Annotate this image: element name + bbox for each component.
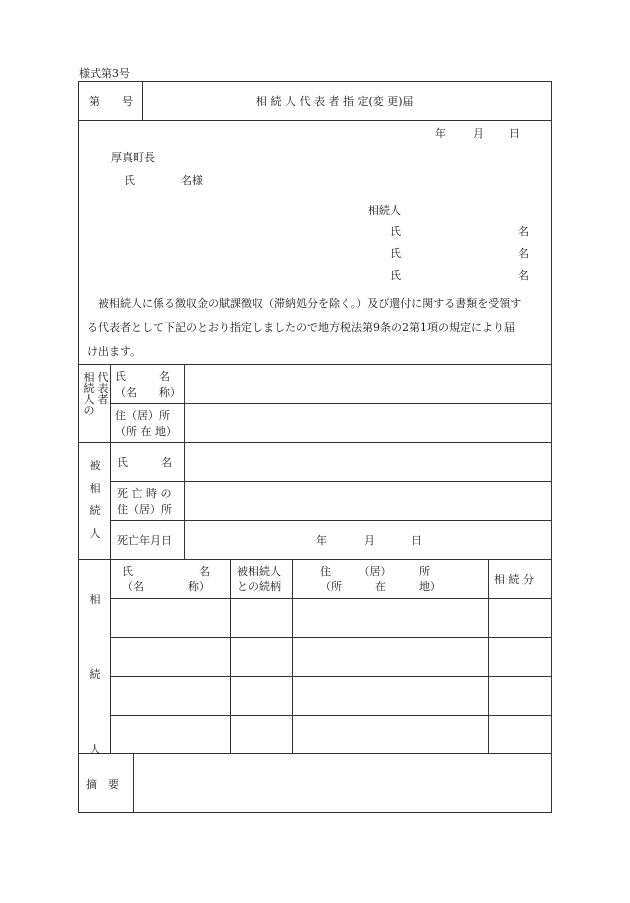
death-date-label: 死亡年月日 [117, 534, 172, 547]
rule-heirs-row1 [110, 637, 552, 638]
rule-heirs-col1 [230, 559, 231, 753]
col-share: 相 続 分 [494, 573, 534, 586]
deceased-address-field[interactable] [185, 482, 551, 520]
deceased-name-field[interactable] [185, 443, 551, 481]
col-relation-1: 被相続人 [237, 565, 281, 578]
rep-side-label-col1: 相 続 人 の [83, 371, 95, 417]
rule-side-column [110, 364, 111, 753]
heir-sig-3-left: 氏 [390, 269, 401, 282]
heir-sig-3-right: 名 [518, 269, 529, 282]
col-relation-2: との続柄 [237, 580, 281, 593]
col-address-2: （所 在 地） [320, 580, 441, 593]
rule-heirs-col2 [292, 559, 293, 753]
heir-sig-1-right: 名 [518, 225, 529, 238]
col-name-2: （名 称） [122, 580, 210, 593]
rep-name-label-2: （名 称） [115, 386, 181, 399]
date-year: 年 [435, 127, 446, 140]
death-date-year: 年 [316, 534, 327, 547]
deceased-address-label-1: 死 亡 時 の [117, 487, 172, 500]
col-name-1: 氏 名 [122, 565, 210, 578]
date-month: 月 [473, 127, 484, 140]
rule-heirs-row3 [110, 715, 552, 716]
remarks-label: 摘 要 [86, 778, 119, 791]
rule-header [78, 120, 552, 121]
rep-side-label-col2: 代 表 者 [97, 371, 109, 406]
rep-name-field[interactable] [185, 365, 551, 403]
form-title: 相 続 人 代 表 者 指 定(変 更)届 [256, 95, 414, 108]
addressee-name-label: 氏 [124, 174, 135, 187]
rule-heirs-header [110, 598, 552, 599]
rule-header-divider [142, 81, 143, 121]
col-address-1: 住 （居） 所 [320, 565, 430, 578]
number-label: 第 号 [89, 95, 133, 108]
date-day: 日 [509, 127, 520, 140]
rep-address-label-2: （所 在 地） [115, 425, 177, 438]
rep-address-field[interactable] [185, 404, 551, 442]
mayor-label: 厚真町長 [111, 151, 155, 164]
heirs-side-char: 相 続 人 [89, 593, 101, 756]
deceased-name-label: 氏 名 [117, 456, 172, 469]
death-date-day: 日 [411, 534, 422, 547]
rep-name-label-1: 氏 名 [115, 370, 170, 383]
rule-deceased [78, 559, 552, 560]
form-number: 様式第3号 [79, 67, 130, 80]
rule-deceased-2 [110, 520, 552, 521]
deceased-address-label-2: 住（居）所 [117, 503, 172, 516]
addressee-name-suffix: 名様 [181, 174, 203, 187]
heir-sig-1-left: 氏 [390, 225, 401, 238]
heir-sig-2-right: 名 [518, 247, 529, 260]
heir-sig-2-left: 氏 [390, 247, 401, 260]
rule-heirs-row2 [110, 676, 552, 677]
rep-address-label-1: 住（居）所 [115, 409, 170, 422]
death-date-month: 月 [364, 534, 375, 547]
heirs-table-side-label [88, 583, 102, 766]
remarks-field[interactable] [134, 754, 551, 812]
heirs-label: 相続人 [368, 204, 401, 217]
body-line-3: け出ます。 [87, 345, 142, 358]
rule-heirs-col3 [488, 559, 489, 753]
body-line-1: 被相続人に係る徴収金の賦課徴収（滞納処分を除く。）及び還付に関する書類を受領す [87, 297, 522, 310]
deceased-side-label: 被 相 続 人 [89, 459, 101, 540]
body-line-2: る代表者として下記のとおり指定しましたので地方税法第9条の2第1項の規定により届 [87, 321, 515, 334]
